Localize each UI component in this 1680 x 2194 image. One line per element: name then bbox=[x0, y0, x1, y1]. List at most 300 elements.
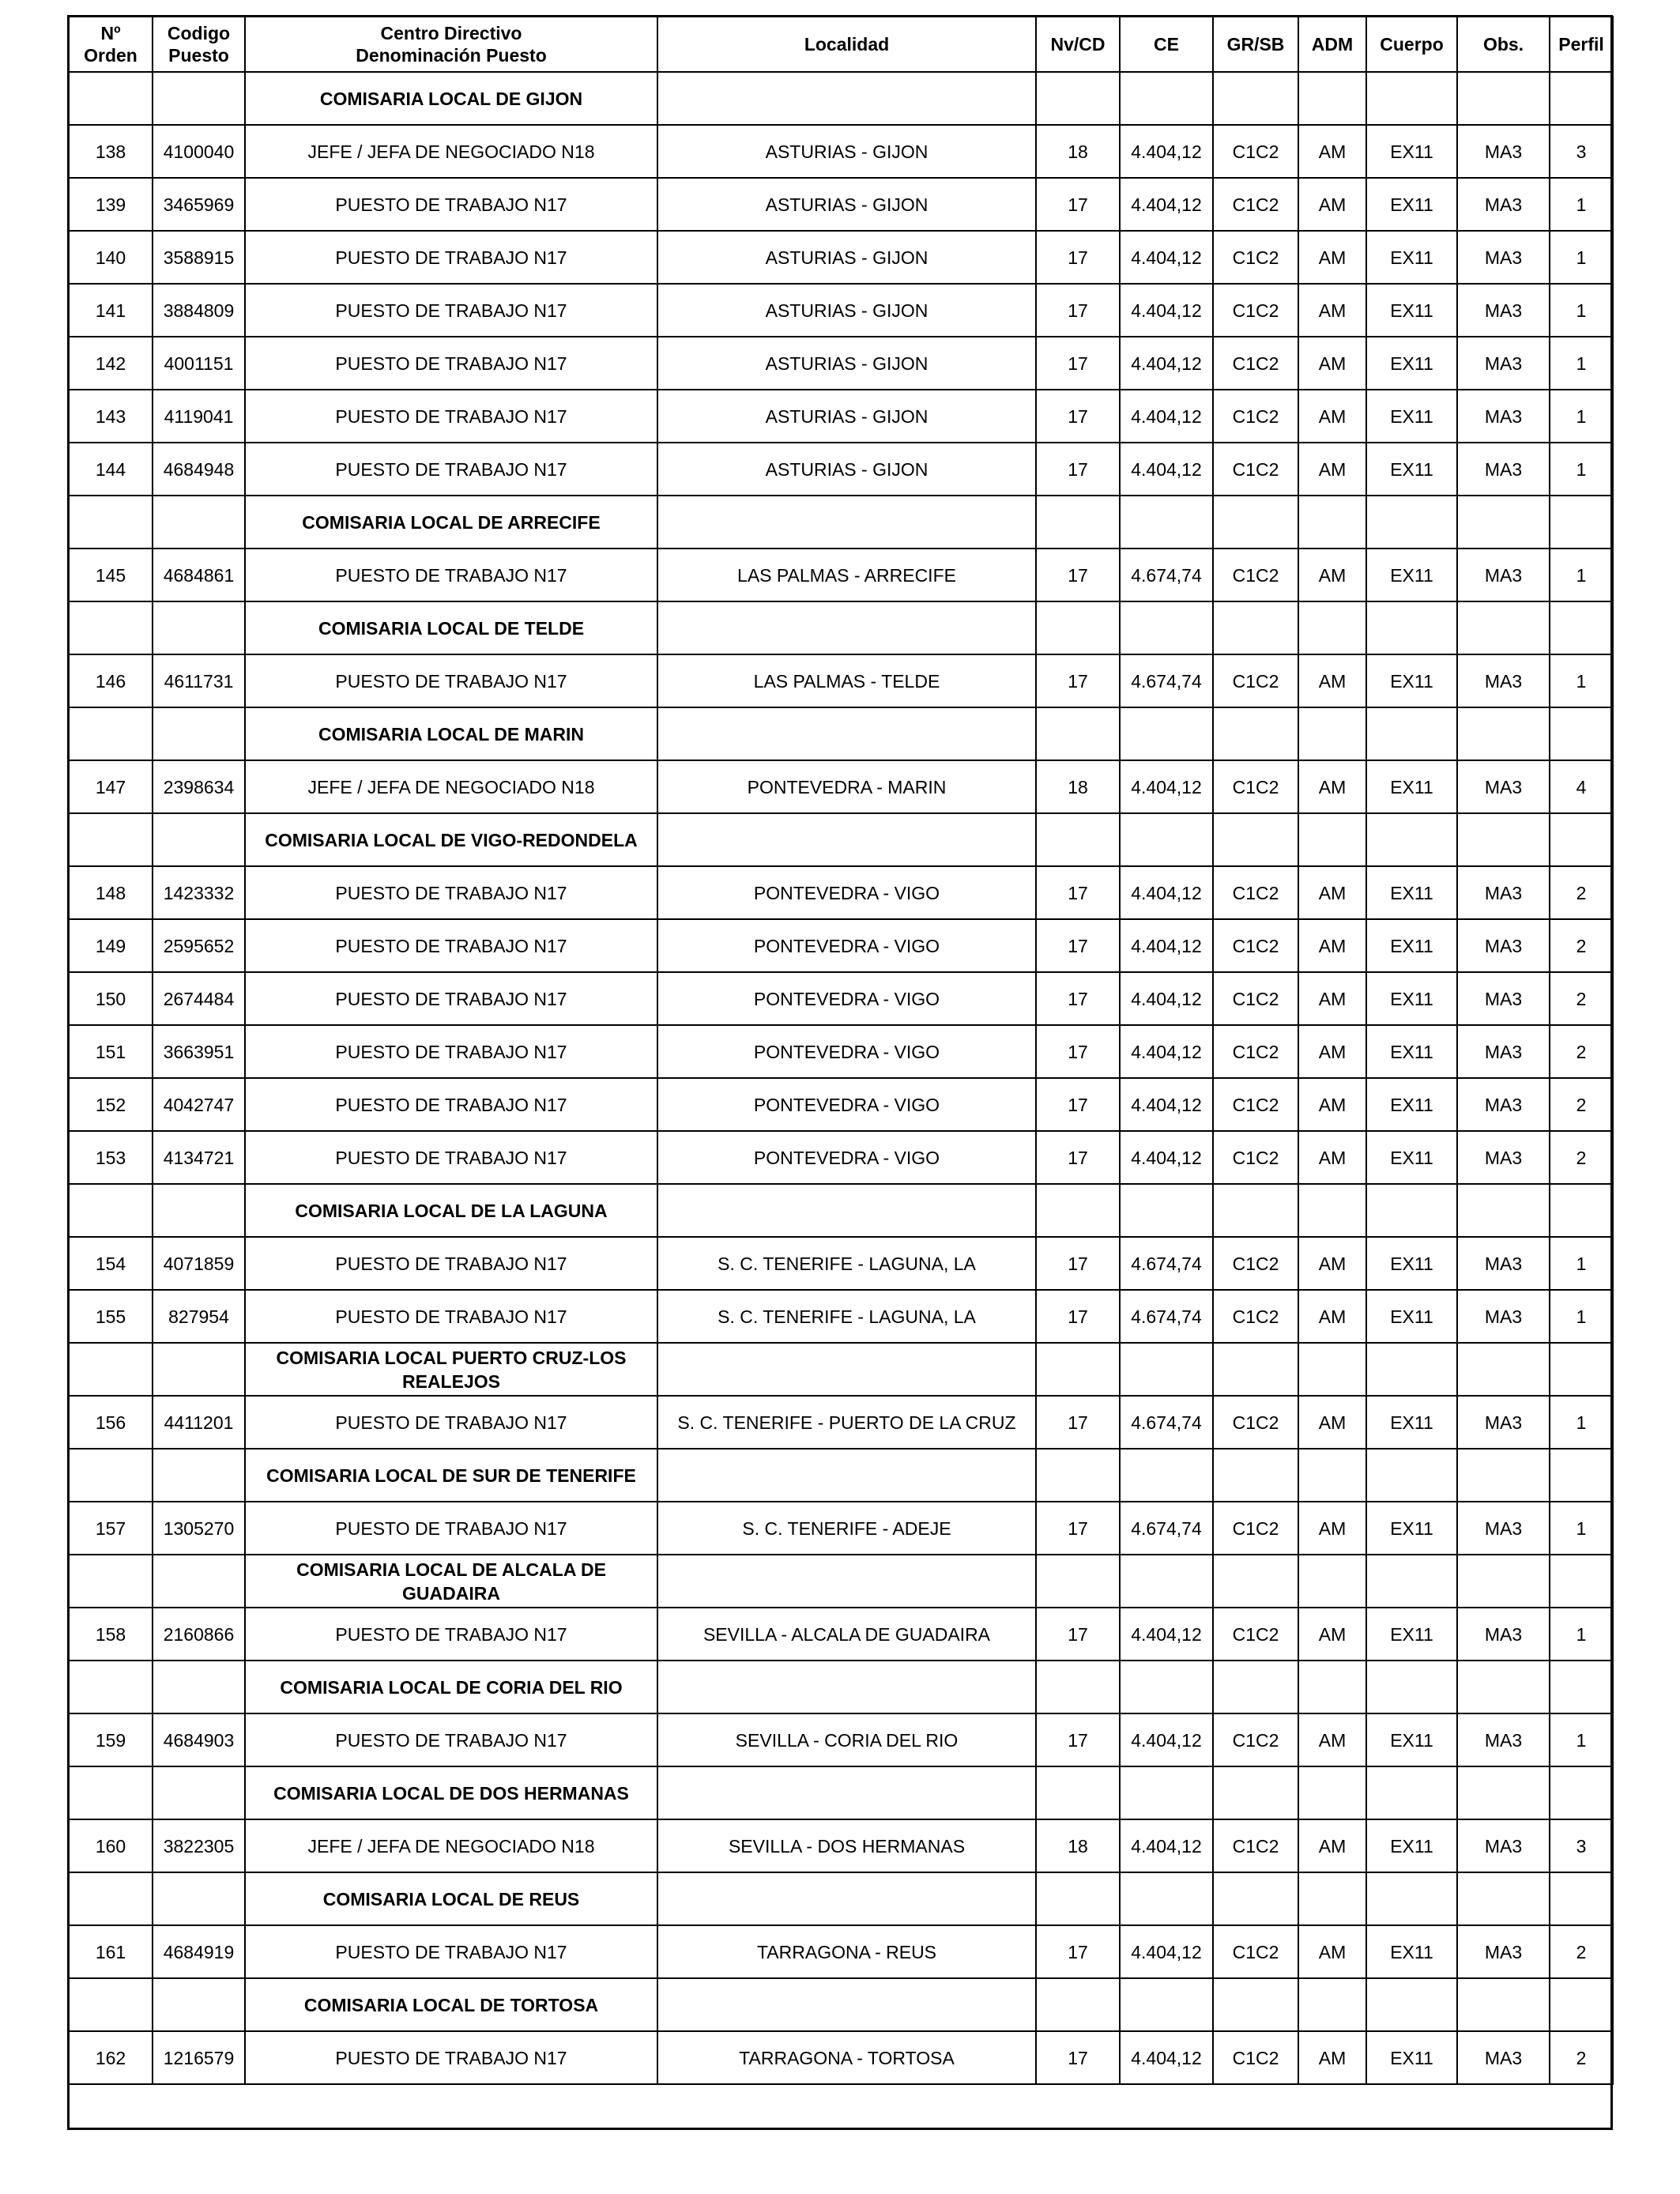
cuerpo-cell: EX11 bbox=[1366, 1396, 1457, 1449]
section-title: COMISARIA LOCAL DE SUR DE TENERIFE bbox=[245, 1449, 657, 1502]
nvcd-cell: 17 bbox=[1036, 284, 1120, 337]
empty-cell bbox=[657, 1661, 1036, 1713]
codigo-cell: 4100040 bbox=[153, 125, 245, 178]
nvcd-cell: 17 bbox=[1036, 178, 1120, 231]
nvcd-cell: 17 bbox=[1036, 1925, 1120, 1978]
adm-cell: AM bbox=[1298, 1131, 1366, 1184]
perfil-cell: 1 bbox=[1550, 284, 1613, 337]
cuerpo-cell: EX11 bbox=[1366, 1025, 1457, 1078]
adm-cell: AM bbox=[1298, 548, 1366, 601]
nvcd-cell: 17 bbox=[1036, 231, 1120, 284]
empty-cell bbox=[1550, 1978, 1613, 2031]
ce-cell: 4.674,74 bbox=[1120, 1396, 1213, 1449]
table-row bbox=[69, 2031, 1613, 2084]
obs-cell: MA3 bbox=[1457, 2031, 1550, 2084]
grsb-cell: C1C2 bbox=[1213, 1502, 1298, 1555]
perfil-cell: 1 bbox=[1550, 443, 1613, 496]
orden-cell: 159 bbox=[69, 1713, 153, 1766]
perfil-cell: 1 bbox=[1550, 178, 1613, 231]
codigo-cell: 2674484 bbox=[153, 972, 245, 1025]
orden-cell: 151 bbox=[69, 1025, 153, 1078]
table-row bbox=[69, 1131, 1613, 1184]
empty-cell bbox=[657, 1449, 1036, 1502]
table-row bbox=[69, 1502, 1613, 1555]
orden-cell: 152 bbox=[69, 1078, 153, 1131]
header-codigo: Codigo Puesto bbox=[153, 17, 245, 72]
obs-cell: MA3 bbox=[1457, 1608, 1550, 1661]
codigo-cell: 4684861 bbox=[153, 548, 245, 601]
denominacion-cell: PUESTO DE TRABAJO N17 bbox=[245, 1237, 657, 1290]
table-row bbox=[69, 1396, 1613, 1449]
section-title: COMISARIA LOCAL PUERTO CRUZ-LOS REALEJOS bbox=[245, 1343, 657, 1396]
empty-cell bbox=[1457, 1872, 1550, 1925]
nvcd-cell: 17 bbox=[1036, 1713, 1120, 1766]
localidad-cell: PONTEVEDRA - VIGO bbox=[657, 1025, 1036, 1078]
empty-cell bbox=[657, 601, 1036, 654]
empty-cell bbox=[1550, 813, 1613, 866]
perfil-cell: 1 bbox=[1550, 1608, 1613, 1661]
empty-cell bbox=[1036, 813, 1120, 866]
localidad-cell: PONTEVEDRA - VIGO bbox=[657, 866, 1036, 919]
nvcd-cell: 17 bbox=[1036, 972, 1120, 1025]
adm-cell: AM bbox=[1298, 1502, 1366, 1555]
empty-cell bbox=[1298, 601, 1366, 654]
nvcd-cell: 17 bbox=[1036, 1608, 1120, 1661]
obs-cell: MA3 bbox=[1457, 1025, 1550, 1078]
empty-cell bbox=[657, 72, 1036, 125]
ce-cell: 4.404,12 bbox=[1120, 231, 1213, 284]
empty-cell bbox=[1457, 813, 1550, 866]
adm-cell: AM bbox=[1298, 919, 1366, 972]
empty-cell bbox=[1036, 1661, 1120, 1713]
empty-cell bbox=[1213, 1449, 1298, 1502]
ce-cell: 4.404,12 bbox=[1120, 337, 1213, 390]
obs-cell: MA3 bbox=[1457, 1237, 1550, 1290]
perfil-cell: 2 bbox=[1550, 2031, 1613, 2084]
nvcd-cell: 17 bbox=[1036, 1078, 1120, 1131]
empty-cell bbox=[1213, 1343, 1298, 1396]
empty-cell bbox=[1213, 1184, 1298, 1237]
orden-cell: 153 bbox=[69, 1131, 153, 1184]
empty-cell bbox=[69, 707, 153, 760]
cuerpo-cell: EX11 bbox=[1366, 919, 1457, 972]
cuerpo-cell: EX11 bbox=[1366, 548, 1457, 601]
empty-cell bbox=[153, 601, 245, 654]
empty-cell bbox=[1550, 1661, 1613, 1713]
ce-cell: 4.404,12 bbox=[1120, 443, 1213, 496]
cuerpo-cell: EX11 bbox=[1366, 866, 1457, 919]
header-nvcd: Nv/CD bbox=[1036, 17, 1120, 72]
ce-cell: 4.404,12 bbox=[1120, 1608, 1213, 1661]
perfil-cell: 1 bbox=[1550, 654, 1613, 707]
empty-cell bbox=[657, 1555, 1036, 1608]
adm-cell: AM bbox=[1298, 1819, 1366, 1872]
section-row bbox=[69, 1978, 1613, 2031]
localidad-cell: TARRAGONA - TORTOSA bbox=[657, 2031, 1036, 2084]
localidad-cell: S. C. TENERIFE - ADEJE bbox=[657, 1502, 1036, 1555]
empty-cell bbox=[1298, 1661, 1366, 1713]
empty-cell bbox=[69, 1766, 153, 1819]
header-centro: Centro Directivo Denominación Puesto bbox=[245, 17, 657, 72]
obs-cell: MA3 bbox=[1457, 390, 1550, 443]
ce-cell: 4.404,12 bbox=[1120, 2031, 1213, 2084]
obs-cell: MA3 bbox=[1457, 760, 1550, 813]
localidad-cell: SEVILLA - CORIA DEL RIO bbox=[657, 1713, 1036, 1766]
denominacion-cell: PUESTO DE TRABAJO N17 bbox=[245, 1131, 657, 1184]
table-row bbox=[69, 760, 1613, 813]
codigo-cell: 3822305 bbox=[153, 1819, 245, 1872]
grsb-cell: C1C2 bbox=[1213, 1925, 1298, 1978]
empty-cell bbox=[657, 1766, 1036, 1819]
empty-cell bbox=[1366, 601, 1457, 654]
empty-cell bbox=[1120, 1872, 1213, 1925]
empty-cell bbox=[657, 813, 1036, 866]
nvcd-cell: 17 bbox=[1036, 390, 1120, 443]
table-row bbox=[69, 1025, 1613, 1078]
empty-cell bbox=[1036, 707, 1120, 760]
ce-cell: 4.404,12 bbox=[1120, 866, 1213, 919]
codigo-cell: 4684919 bbox=[153, 1925, 245, 1978]
adm-cell: AM bbox=[1298, 125, 1366, 178]
codigo-cell: 4134721 bbox=[153, 1131, 245, 1184]
empty-cell bbox=[1120, 601, 1213, 654]
table-row bbox=[69, 1819, 1613, 1872]
codigo-cell: 4001151 bbox=[153, 337, 245, 390]
localidad-cell: PONTEVEDRA - MARIN bbox=[657, 760, 1036, 813]
orden-cell: 154 bbox=[69, 1237, 153, 1290]
codigo-cell: 4684948 bbox=[153, 443, 245, 496]
empty-cell bbox=[1366, 1449, 1457, 1502]
ce-cell: 4.404,12 bbox=[1120, 125, 1213, 178]
ce-cell: 4.404,12 bbox=[1120, 1713, 1213, 1766]
perfil-cell: 1 bbox=[1550, 1396, 1613, 1449]
codigo-cell: 2160866 bbox=[153, 1608, 245, 1661]
perfil-cell: 1 bbox=[1550, 337, 1613, 390]
grsb-cell: C1C2 bbox=[1213, 866, 1298, 919]
adm-cell: AM bbox=[1298, 1237, 1366, 1290]
grsb-cell: C1C2 bbox=[1213, 178, 1298, 231]
section-title: COMISARIA LOCAL DE ARRECIFE bbox=[245, 496, 657, 548]
ce-cell: 4.404,12 bbox=[1120, 1925, 1213, 1978]
nvcd-cell: 17 bbox=[1036, 1131, 1120, 1184]
cuerpo-cell: EX11 bbox=[1366, 1131, 1457, 1184]
table-row bbox=[69, 1608, 1613, 1661]
empty-cell bbox=[1120, 1343, 1213, 1396]
nvcd-cell: 17 bbox=[1036, 2031, 1120, 2084]
empty-cell bbox=[1036, 1343, 1120, 1396]
empty-cell bbox=[1213, 601, 1298, 654]
empty-cell bbox=[153, 496, 245, 548]
obs-cell: MA3 bbox=[1457, 1396, 1550, 1449]
section-title: COMISARIA LOCAL DE REUS bbox=[245, 1872, 657, 1925]
section-title: COMISARIA LOCAL DE ALCALA DE GUADAIRA bbox=[245, 1555, 657, 1608]
nvcd-cell: 17 bbox=[1036, 1502, 1120, 1555]
empty-cell bbox=[153, 1555, 245, 1608]
perfil-cell: 1 bbox=[1550, 1290, 1613, 1343]
denominacion-cell: PUESTO DE TRABAJO N17 bbox=[245, 654, 657, 707]
table-row bbox=[69, 1925, 1613, 1978]
adm-cell: AM bbox=[1298, 1713, 1366, 1766]
ce-cell: 4.404,12 bbox=[1120, 1025, 1213, 1078]
adm-cell: AM bbox=[1298, 1925, 1366, 1978]
obs-cell: MA3 bbox=[1457, 231, 1550, 284]
denominacion-cell: PUESTO DE TRABAJO N17 bbox=[245, 972, 657, 1025]
empty-cell bbox=[657, 496, 1036, 548]
section-row bbox=[69, 1449, 1613, 1502]
perfil-cell: 2 bbox=[1550, 972, 1613, 1025]
denominacion-cell: PUESTO DE TRABAJO N17 bbox=[245, 178, 657, 231]
obs-cell: MA3 bbox=[1457, 1078, 1550, 1131]
table-row bbox=[69, 1078, 1613, 1131]
perfil-cell: 3 bbox=[1550, 125, 1613, 178]
ce-cell: 4.674,74 bbox=[1120, 1290, 1213, 1343]
empty-cell bbox=[1550, 1872, 1613, 1925]
cuerpo-cell: EX11 bbox=[1366, 284, 1457, 337]
empty-cell bbox=[1036, 496, 1120, 548]
grsb-cell: C1C2 bbox=[1213, 972, 1298, 1025]
grsb-cell: C1C2 bbox=[1213, 1290, 1298, 1343]
empty-cell bbox=[1120, 1766, 1213, 1819]
ce-cell: 4.404,12 bbox=[1120, 284, 1213, 337]
empty-cell bbox=[69, 496, 153, 548]
localidad-cell: PONTEVEDRA - VIGO bbox=[657, 1078, 1036, 1131]
cuerpo-cell: EX11 bbox=[1366, 231, 1457, 284]
grsb-cell: C1C2 bbox=[1213, 1131, 1298, 1184]
grsb-cell: C1C2 bbox=[1213, 1237, 1298, 1290]
nvcd-cell: 18 bbox=[1036, 1819, 1120, 1872]
nvcd-cell: 17 bbox=[1036, 1290, 1120, 1343]
section-row bbox=[69, 1872, 1613, 1925]
empty-cell bbox=[1457, 707, 1550, 760]
empty-cell bbox=[1366, 1661, 1457, 1713]
header-grsb: GR/SB bbox=[1213, 17, 1298, 72]
grsb-cell: C1C2 bbox=[1213, 337, 1298, 390]
table-row bbox=[69, 231, 1613, 284]
empty-cell bbox=[1298, 1343, 1366, 1396]
orden-cell: 158 bbox=[69, 1608, 153, 1661]
section-row bbox=[69, 707, 1613, 760]
empty-cell bbox=[1550, 1184, 1613, 1237]
cuerpo-cell: EX11 bbox=[1366, 178, 1457, 231]
denominacion-cell: JEFE / JEFA DE NEGOCIADO N18 bbox=[245, 125, 657, 178]
empty-cell bbox=[1366, 813, 1457, 866]
orden-cell: 147 bbox=[69, 760, 153, 813]
localidad-cell: ASTURIAS - GIJON bbox=[657, 390, 1036, 443]
empty-cell bbox=[153, 1872, 245, 1925]
empty-cell bbox=[69, 601, 153, 654]
perfil-cell: 1 bbox=[1550, 231, 1613, 284]
orden-cell: 161 bbox=[69, 1925, 153, 1978]
codigo-cell: 3663951 bbox=[153, 1025, 245, 1078]
empty-cell bbox=[69, 1661, 153, 1713]
denominacion-cell: PUESTO DE TRABAJO N17 bbox=[245, 390, 657, 443]
empty-cell bbox=[1298, 72, 1366, 125]
section-row bbox=[69, 1766, 1613, 1819]
localidad-cell: SEVILLA - DOS HERMANAS bbox=[657, 1819, 1036, 1872]
perfil-cell: 2 bbox=[1550, 1025, 1613, 1078]
empty-cell bbox=[1036, 1766, 1120, 1819]
empty-cell bbox=[1298, 1766, 1366, 1819]
orden-cell: 146 bbox=[69, 654, 153, 707]
obs-cell: MA3 bbox=[1457, 972, 1550, 1025]
empty-cell bbox=[1457, 496, 1550, 548]
denominacion-cell: PUESTO DE TRABAJO N17 bbox=[245, 2031, 657, 2084]
cuerpo-cell: EX11 bbox=[1366, 443, 1457, 496]
orden-cell: 155 bbox=[69, 1290, 153, 1343]
empty-cell bbox=[1298, 496, 1366, 548]
denominacion-cell: PUESTO DE TRABAJO N17 bbox=[245, 231, 657, 284]
codigo-cell: 3884809 bbox=[153, 284, 245, 337]
empty-cell bbox=[1366, 1872, 1457, 1925]
denominacion-cell: PUESTO DE TRABAJO N17 bbox=[245, 443, 657, 496]
section-row bbox=[69, 1343, 1613, 1396]
empty-cell bbox=[153, 813, 245, 866]
nvcd-cell: 18 bbox=[1036, 760, 1120, 813]
section-row bbox=[69, 1661, 1613, 1713]
orden-cell: 150 bbox=[69, 972, 153, 1025]
localidad-cell: PONTEVEDRA - VIGO bbox=[657, 919, 1036, 972]
perfil-cell: 1 bbox=[1550, 1713, 1613, 1766]
perfil-cell: 1 bbox=[1550, 548, 1613, 601]
empty-cell bbox=[1120, 72, 1213, 125]
empty-cell bbox=[1457, 1766, 1550, 1819]
cuerpo-cell: EX11 bbox=[1366, 125, 1457, 178]
orden-cell: 141 bbox=[69, 284, 153, 337]
codigo-cell: 4611731 bbox=[153, 654, 245, 707]
codigo-cell: 1305270 bbox=[153, 1502, 245, 1555]
perfil-cell: 1 bbox=[1550, 1502, 1613, 1555]
ce-cell: 4.404,12 bbox=[1120, 390, 1213, 443]
empty-cell bbox=[1366, 1343, 1457, 1396]
empty-cell bbox=[69, 72, 153, 125]
localidad-cell: S. C. TENERIFE - PUERTO DE LA CRUZ bbox=[657, 1396, 1036, 1449]
empty-cell bbox=[153, 1184, 245, 1237]
empty-cell bbox=[1366, 1184, 1457, 1237]
table-row bbox=[69, 1713, 1613, 1766]
section-title: COMISARIA LOCAL DE GIJON bbox=[245, 72, 657, 125]
perfil-cell: 1 bbox=[1550, 390, 1613, 443]
empty-cell bbox=[69, 1184, 153, 1237]
empty-cell bbox=[1036, 1555, 1120, 1608]
empty-cell bbox=[1036, 1184, 1120, 1237]
denominacion-cell: PUESTO DE TRABAJO N17 bbox=[245, 284, 657, 337]
table-row bbox=[69, 1290, 1613, 1343]
ce-cell: 4.674,74 bbox=[1120, 654, 1213, 707]
section-title: COMISARIA LOCAL DE CORIA DEL RIO bbox=[245, 1661, 657, 1713]
section-row bbox=[69, 1555, 1613, 1608]
obs-cell: MA3 bbox=[1457, 1502, 1550, 1555]
orden-cell: 138 bbox=[69, 125, 153, 178]
empty-cell bbox=[1213, 72, 1298, 125]
adm-cell: AM bbox=[1298, 1608, 1366, 1661]
cuerpo-cell: EX11 bbox=[1366, 2031, 1457, 2084]
obs-cell: MA3 bbox=[1457, 1290, 1550, 1343]
positions-table bbox=[68, 16, 1614, 2085]
empty-cell bbox=[1036, 1978, 1120, 2031]
empty-cell bbox=[1298, 707, 1366, 760]
table-row bbox=[69, 1237, 1613, 1290]
nvcd-cell: 18 bbox=[1036, 125, 1120, 178]
empty-cell bbox=[1457, 72, 1550, 125]
empty-cell bbox=[1213, 1978, 1298, 2031]
orden-cell: 144 bbox=[69, 443, 153, 496]
localidad-cell: LAS PALMAS - TELDE bbox=[657, 654, 1036, 707]
localidad-cell: S. C. TENERIFE - LAGUNA, LA bbox=[657, 1290, 1036, 1343]
codigo-cell: 2398634 bbox=[153, 760, 245, 813]
ce-cell: 4.674,74 bbox=[1120, 1502, 1213, 1555]
table-row bbox=[69, 337, 1613, 390]
denominacion-cell: JEFE / JEFA DE NEGOCIADO N18 bbox=[245, 760, 657, 813]
grsb-cell: C1C2 bbox=[1213, 231, 1298, 284]
localidad-cell: ASTURIAS - GIJON bbox=[657, 443, 1036, 496]
cuerpo-cell: EX11 bbox=[1366, 1713, 1457, 1766]
localidad-cell: ASTURIAS - GIJON bbox=[657, 125, 1036, 178]
cuerpo-cell: EX11 bbox=[1366, 1925, 1457, 1978]
empty-cell bbox=[1457, 1184, 1550, 1237]
empty-cell bbox=[153, 1978, 245, 2031]
empty-cell bbox=[1036, 1872, 1120, 1925]
empty-cell bbox=[69, 1449, 153, 1502]
section-row bbox=[69, 496, 1613, 548]
empty-cell bbox=[1213, 1661, 1298, 1713]
localidad-cell: S. C. TENERIFE - LAGUNA, LA bbox=[657, 1237, 1036, 1290]
empty-cell bbox=[153, 1661, 245, 1713]
cuerpo-cell: EX11 bbox=[1366, 1819, 1457, 1872]
empty-cell bbox=[657, 1184, 1036, 1237]
cuerpo-cell: EX11 bbox=[1366, 1237, 1457, 1290]
empty-cell bbox=[69, 1555, 153, 1608]
nvcd-cell: 17 bbox=[1036, 337, 1120, 390]
table-body bbox=[69, 72, 1613, 2084]
empty-cell bbox=[1366, 1555, 1457, 1608]
table-row bbox=[69, 866, 1613, 919]
empty-cell bbox=[1550, 1766, 1613, 1819]
empty-cell bbox=[657, 1343, 1036, 1396]
denominacion-cell: PUESTO DE TRABAJO N17 bbox=[245, 1025, 657, 1078]
header-cuerpo: Cuerpo bbox=[1366, 17, 1457, 72]
empty-cell bbox=[1550, 496, 1613, 548]
table-row bbox=[69, 443, 1613, 496]
codigo-cell: 1423332 bbox=[153, 866, 245, 919]
empty-cell bbox=[1366, 72, 1457, 125]
grsb-cell: C1C2 bbox=[1213, 1819, 1298, 1872]
nvcd-cell: 17 bbox=[1036, 1396, 1120, 1449]
orden-cell: 157 bbox=[69, 1502, 153, 1555]
adm-cell: AM bbox=[1298, 390, 1366, 443]
empty-cell bbox=[1298, 1449, 1366, 1502]
cuerpo-cell: EX11 bbox=[1366, 1290, 1457, 1343]
ce-cell: 4.404,12 bbox=[1120, 1819, 1213, 1872]
empty-cell bbox=[1457, 1661, 1550, 1713]
obs-cell: MA3 bbox=[1457, 1713, 1550, 1766]
empty-cell bbox=[69, 1978, 153, 2031]
codigo-cell: 4071859 bbox=[153, 1237, 245, 1290]
orden-cell: 140 bbox=[69, 231, 153, 284]
empty-cell bbox=[1457, 1978, 1550, 2031]
empty-cell bbox=[1120, 1184, 1213, 1237]
denominacion-cell: PUESTO DE TRABAJO N17 bbox=[245, 919, 657, 972]
header-ce: CE bbox=[1120, 17, 1213, 72]
empty-cell bbox=[657, 1978, 1036, 2031]
empty-cell bbox=[1298, 1184, 1366, 1237]
header-obs: Obs. bbox=[1457, 17, 1550, 72]
adm-cell: AM bbox=[1298, 1025, 1366, 1078]
grsb-cell: C1C2 bbox=[1213, 2031, 1298, 2084]
localidad-cell: SEVILLA - ALCALA DE GUADAIRA bbox=[657, 1608, 1036, 1661]
denominacion-cell: PUESTO DE TRABAJO N17 bbox=[245, 866, 657, 919]
codigo-cell: 4042747 bbox=[153, 1078, 245, 1131]
orden-cell: 162 bbox=[69, 2031, 153, 2084]
